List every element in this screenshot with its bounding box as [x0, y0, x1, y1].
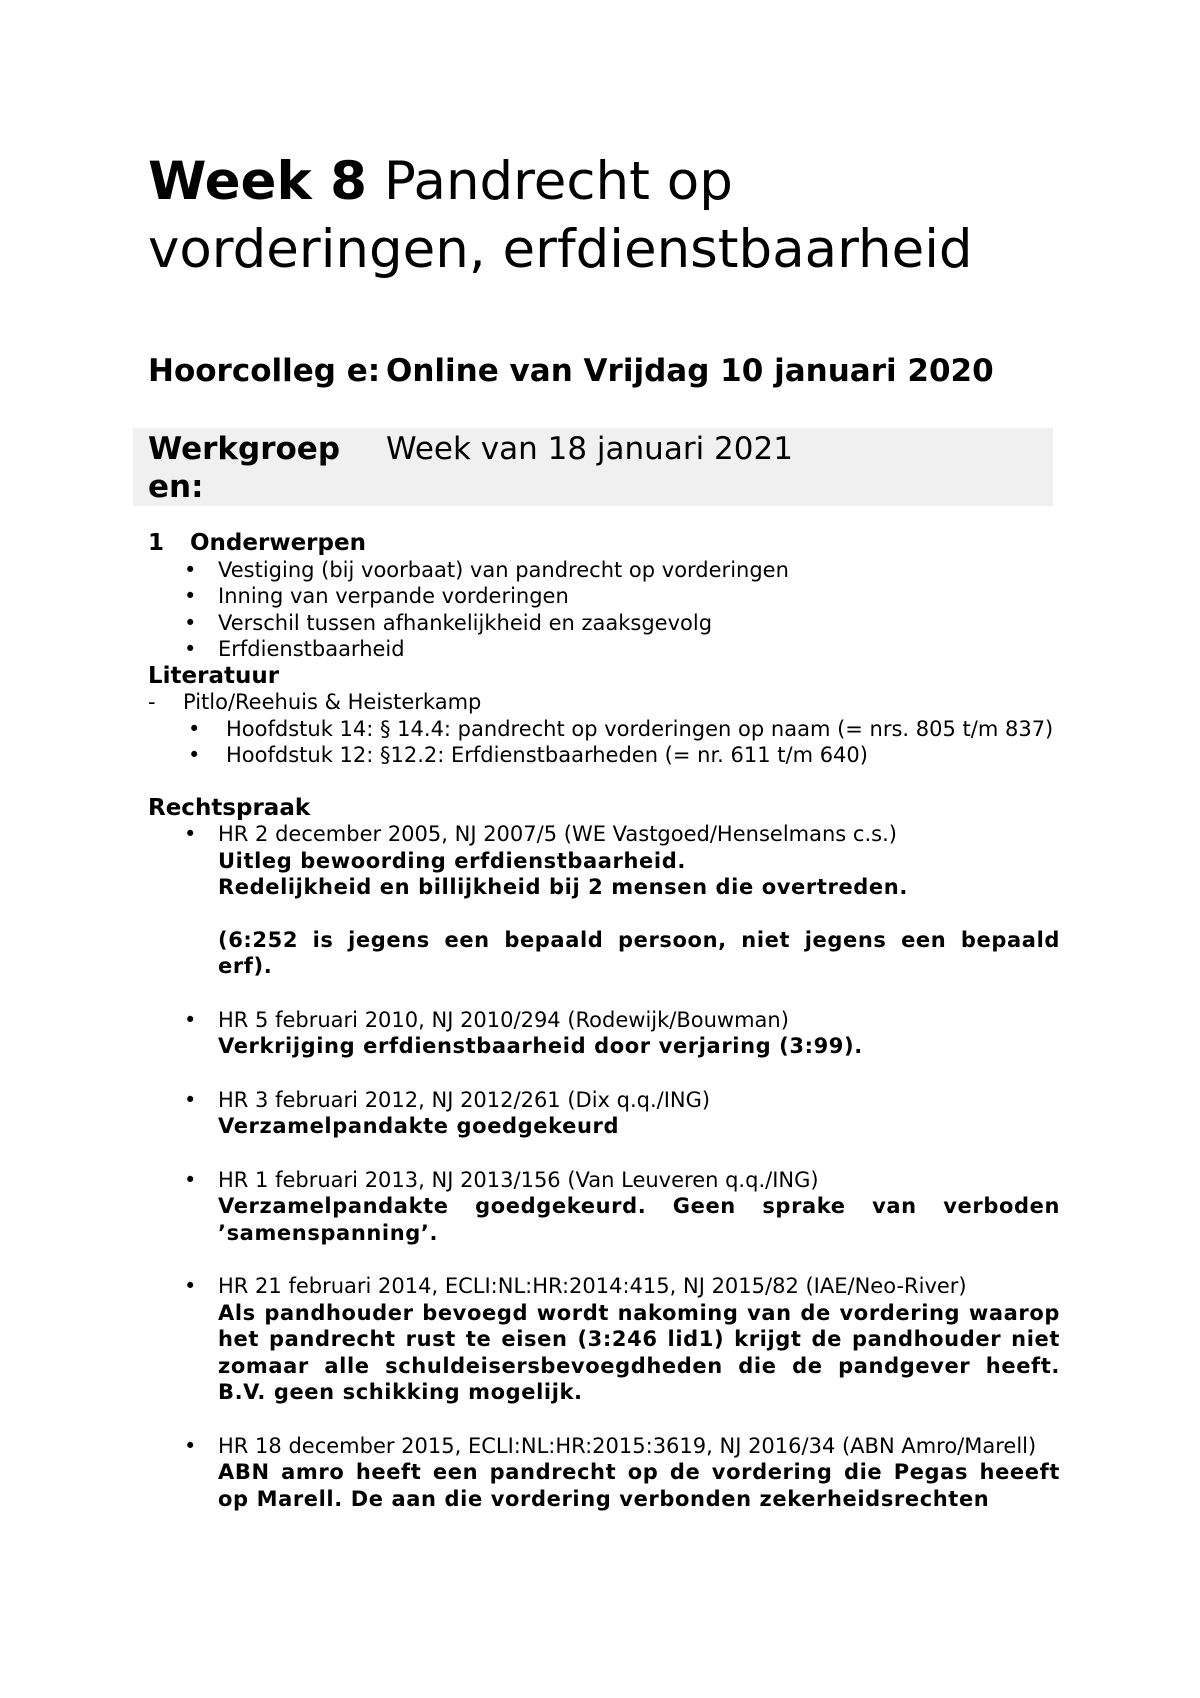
document-body — [148, 530, 1060, 1539]
werkgroepen-label: Werkgroep en: — [148, 431, 341, 505]
hoorcollege-label: Hoorcolleg e: — [148, 353, 381, 389]
case-note: Verzamelpandakte goedgekeurd — [218, 1114, 620, 1138]
title-topic: Pandrecht op vorderingen, erfdienstbaarheid — [148, 151, 973, 280]
hoorcollege-value: Online van Vrijdag 10 januari 2020 — [386, 353, 994, 389]
rechtspraak-list — [148, 821, 1060, 1512]
list-item: • Vestiging (bij voorbaat) van pandrecht op vorderingen — [218, 557, 1060, 584]
schedule-row-hoorcollege — [133, 352, 1053, 428]
list-item: • Verschil tussen afhankelijkheid en zaaksgevolg — [218, 610, 1060, 637]
schedule-row-werkgroepen — [133, 428, 1053, 506]
schedule-table — [133, 352, 1053, 506]
section-title: Onderwerpen — [190, 530, 366, 556]
case-reference: • HR 3 februari 2012, NJ 2012/261 (Dix q.q./ING) — [218, 1087, 711, 1112]
case-note: Verkrijging erfdienstbaarheid door verjaring (3:99). — [218, 1034, 863, 1058]
case-note: Uitleg bewoording erfdienstbaarheid. — [218, 848, 686, 873]
onderwerpen-list — [148, 557, 1060, 663]
section-number: 1 — [148, 530, 165, 556]
literatuur-source: - Pitlo/Reehuis & Heisterkamp — [148, 689, 1060, 716]
case-note: Als pandhouder bevoegd wordt nakoming van de vordering waarop het pandrecht rust te eisen (3:246 lid1) krijgt de pandhouder niet zomaar alle schuldeisersbevoegdheden die de pandgever heeft. B.V. geen schikking mogelijk. — [218, 1300, 1060, 1404]
case-item — [218, 1167, 1060, 1247]
case-reference: • HR 2 december 2005, NJ 2007/5 (WE Vastgoed/Henselmans c.s.) — [218, 822, 897, 846]
case-note: Verzamelpandakte goedgekeurd. Geen sprake van verboden ’samenspanning’. — [218, 1194, 1060, 1245]
list-item: • Hoofdstuk 14: § 14.4: pandrecht op vorderingen op naam (= nrs. 805 t/m 837) — [226, 716, 1060, 743]
case-item — [218, 821, 1060, 980]
section-heading-onderwerpen — [148, 530, 1060, 557]
case-reference: • HR 1 februari 2013, NJ 2013/156 (Van Leuveren q.q./ING) — [218, 1167, 819, 1192]
case-item — [218, 1273, 1060, 1406]
case-reference: • HR 5 februari 2010, NJ 2010/294 (Rodewijk/Bouwman) — [218, 1007, 789, 1032]
case-item — [218, 1433, 1060, 1513]
list-item: • Erfdienstbaarheid — [218, 636, 1060, 663]
case-item — [218, 1087, 1060, 1140]
rechtspraak-heading: Rechtspraak — [148, 794, 311, 821]
list-item: • Hoofdstuk 12: §12.2: Erfdienstbaarheden (= nr. 611 t/m 640) — [226, 742, 1060, 769]
case-item — [218, 1007, 1060, 1060]
literatuur-list — [148, 716, 1060, 769]
case-reference: • HR 21 februari 2014, ECLI:NL:HR:2014:415, NJ 2015/82 (IAE/Neo-River) — [218, 1274, 967, 1298]
case-reference: • HR 18 december 2015, ECLI:NL:HR:2015:3619, NJ 2016/34 (ABN Amro/Marell) — [218, 1433, 1037, 1458]
case-note: ABN amro heeft een pandrecht op de vordering die Pegas heeeft op Marell. De aan die vordering verbonden zekerheidsrechten — [218, 1460, 1060, 1511]
page-title — [148, 148, 1060, 284]
case-note-extra: (6:252 is jegens een bepaald persoon, niet jegens een bepaald erf). — [218, 927, 1060, 978]
werkgroepen-value: Week van 18 januari 2021 — [386, 431, 793, 467]
literatuur-heading: Literatuur — [148, 662, 280, 689]
list-item: • Inning van verpande vorderingen — [218, 583, 1060, 610]
case-note: Redelijkheid en billijkheid bij 2 mensen die overtreden. — [218, 875, 908, 899]
title-week: Week 8 — [148, 151, 368, 212]
